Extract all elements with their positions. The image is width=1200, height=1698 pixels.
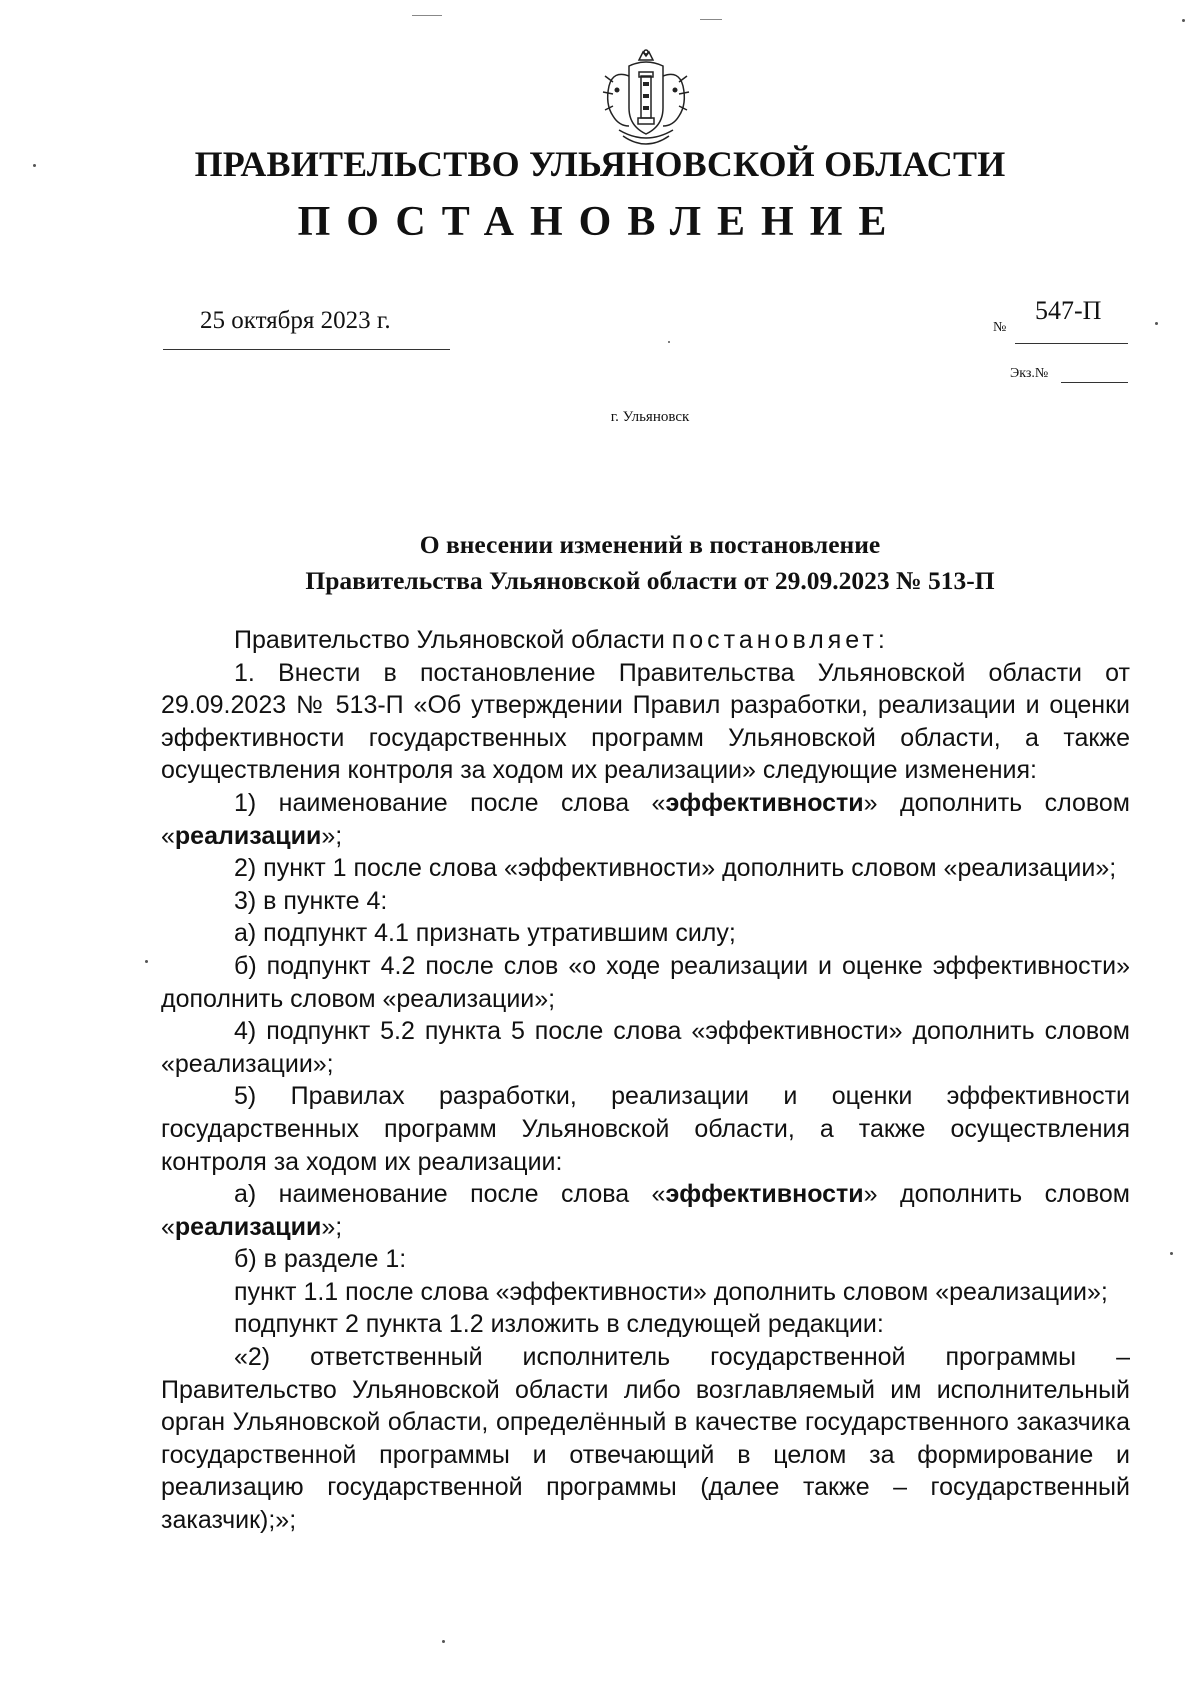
bold-span: реализации bbox=[174, 1212, 322, 1241]
paragraph-item-1-5a bbox=[161, 1178, 1130, 1243]
city-name: г. Ульяновск bbox=[610, 409, 690, 425]
document-number: 547-П bbox=[1035, 296, 1102, 325]
document-type-title: ПОСТАНОВЛЕНИЕ bbox=[297, 199, 903, 245]
number-sign: № bbox=[993, 320, 1007, 335]
intro-prefix: Правительство Ульяновской области bbox=[234, 626, 672, 654]
scan-speck bbox=[442, 1640, 445, 1643]
paragraph-item-1: 1. Внести в постановление Правительства Ульяновской области от 29.09.2023 № 513-П «Об утверждении Правил разработки, реализации и оценки эффективности государственных программ Ульяновской области, а также осуществления контроля за ходом их реализации» следующие изменения: bbox=[161, 658, 1130, 785]
copy-number-label: Экз.№ bbox=[1010, 366, 1049, 381]
scan-speck bbox=[145, 960, 148, 963]
text-span: » дополнить словом « bbox=[161, 1180, 1130, 1241]
bold-span: эффективности bbox=[665, 788, 864, 817]
copy-number-underline bbox=[1061, 382, 1128, 383]
scan-speck bbox=[1155, 322, 1158, 325]
paragraph-item-1-5b-point: пункт 1.1 после слова «эффективности» дополнить словом «реализации»; bbox=[234, 1277, 1108, 1306]
subject-line-1: О внесении изменений в постановление bbox=[419, 530, 881, 559]
government-title: ПРАВИТЕЛЬСТВО УЛЬЯНОВСКОЙ ОБЛАСТИ bbox=[194, 144, 1006, 184]
subject-line-2: Правительства Ульяновской области от 29.09.2023 № 513-П bbox=[305, 566, 995, 595]
paragraph-item-1-4: 4) подпункт 5.2 пункта 5 после слова «эффективности» дополнить словом «реализации»; bbox=[161, 1017, 1130, 1078]
date-underline bbox=[163, 349, 450, 350]
bold-span: реализации bbox=[174, 821, 322, 850]
text-span: » дополнить словом « bbox=[161, 788, 1130, 850]
paragraph-item-1-5b-subpoint: подпункт 2 пункта 1.2 изложить в следующей редакции: bbox=[234, 1310, 884, 1339]
paragraph-item-1-3a: а) подпункт 4.1 признать утратившим силу; bbox=[234, 919, 736, 948]
scan-speck bbox=[1182, 19, 1185, 22]
paragraph-item-1-3b: б) подпункт 4.2 после слов «о ходе реализации и оценке эффективности» дополнить словом «реализации»; bbox=[161, 951, 1130, 1013]
number-underline bbox=[1015, 343, 1128, 344]
bold-span: эффективности bbox=[665, 1180, 864, 1209]
scan-speck bbox=[668, 341, 670, 343]
intro-spaced-word: постановляет bbox=[671, 626, 878, 654]
coat-of-arms-emblem bbox=[599, 46, 693, 154]
text-span: а) наименование после слова « bbox=[234, 1180, 666, 1209]
scan-mark bbox=[412, 15, 442, 16]
document-date: 25 октября 2023 г. bbox=[200, 307, 391, 334]
paragraph-item-1-5b: б) в разделе 1: bbox=[234, 1245, 407, 1274]
text-span: »; bbox=[321, 821, 343, 850]
paragraph-item-1-3: 3) в пункте 4: bbox=[234, 886, 388, 915]
intro-suffix: : bbox=[877, 626, 885, 654]
scan-mark bbox=[700, 19, 722, 20]
scan-speck bbox=[1170, 1252, 1173, 1255]
paragraph-item-1-1 bbox=[161, 787, 1130, 852]
document-subject bbox=[0, 527, 1200, 599]
text-span: 1) наименование после слова « bbox=[234, 788, 666, 817]
paragraph-item-1-2: 2) пункт 1 после слова «эффективности» дополнить словом «реализации»; bbox=[234, 854, 1117, 883]
paragraph-item-1-5b-quote: «2) ответственный исполнитель государственной программы – Правительство Ульяновской области либо возглавляемый им исполнительный орган Ульяновской области, определённый в качестве государственного заказчика государственной программы и отвечающий в целом за формирование и реализацию государственной программы (далее также – государственный заказчик);»; bbox=[161, 1343, 1130, 1535]
body-intro bbox=[161, 624, 1130, 657]
paragraph-item-1-5: 5) Правилах разработки, реализации и оценки эффективности государственных программ Ульяновской области, а также осуществления контроля за ходом их реализации: bbox=[161, 1082, 1130, 1176]
document-body bbox=[161, 624, 1130, 1537]
text-span: »; bbox=[321, 1212, 343, 1241]
